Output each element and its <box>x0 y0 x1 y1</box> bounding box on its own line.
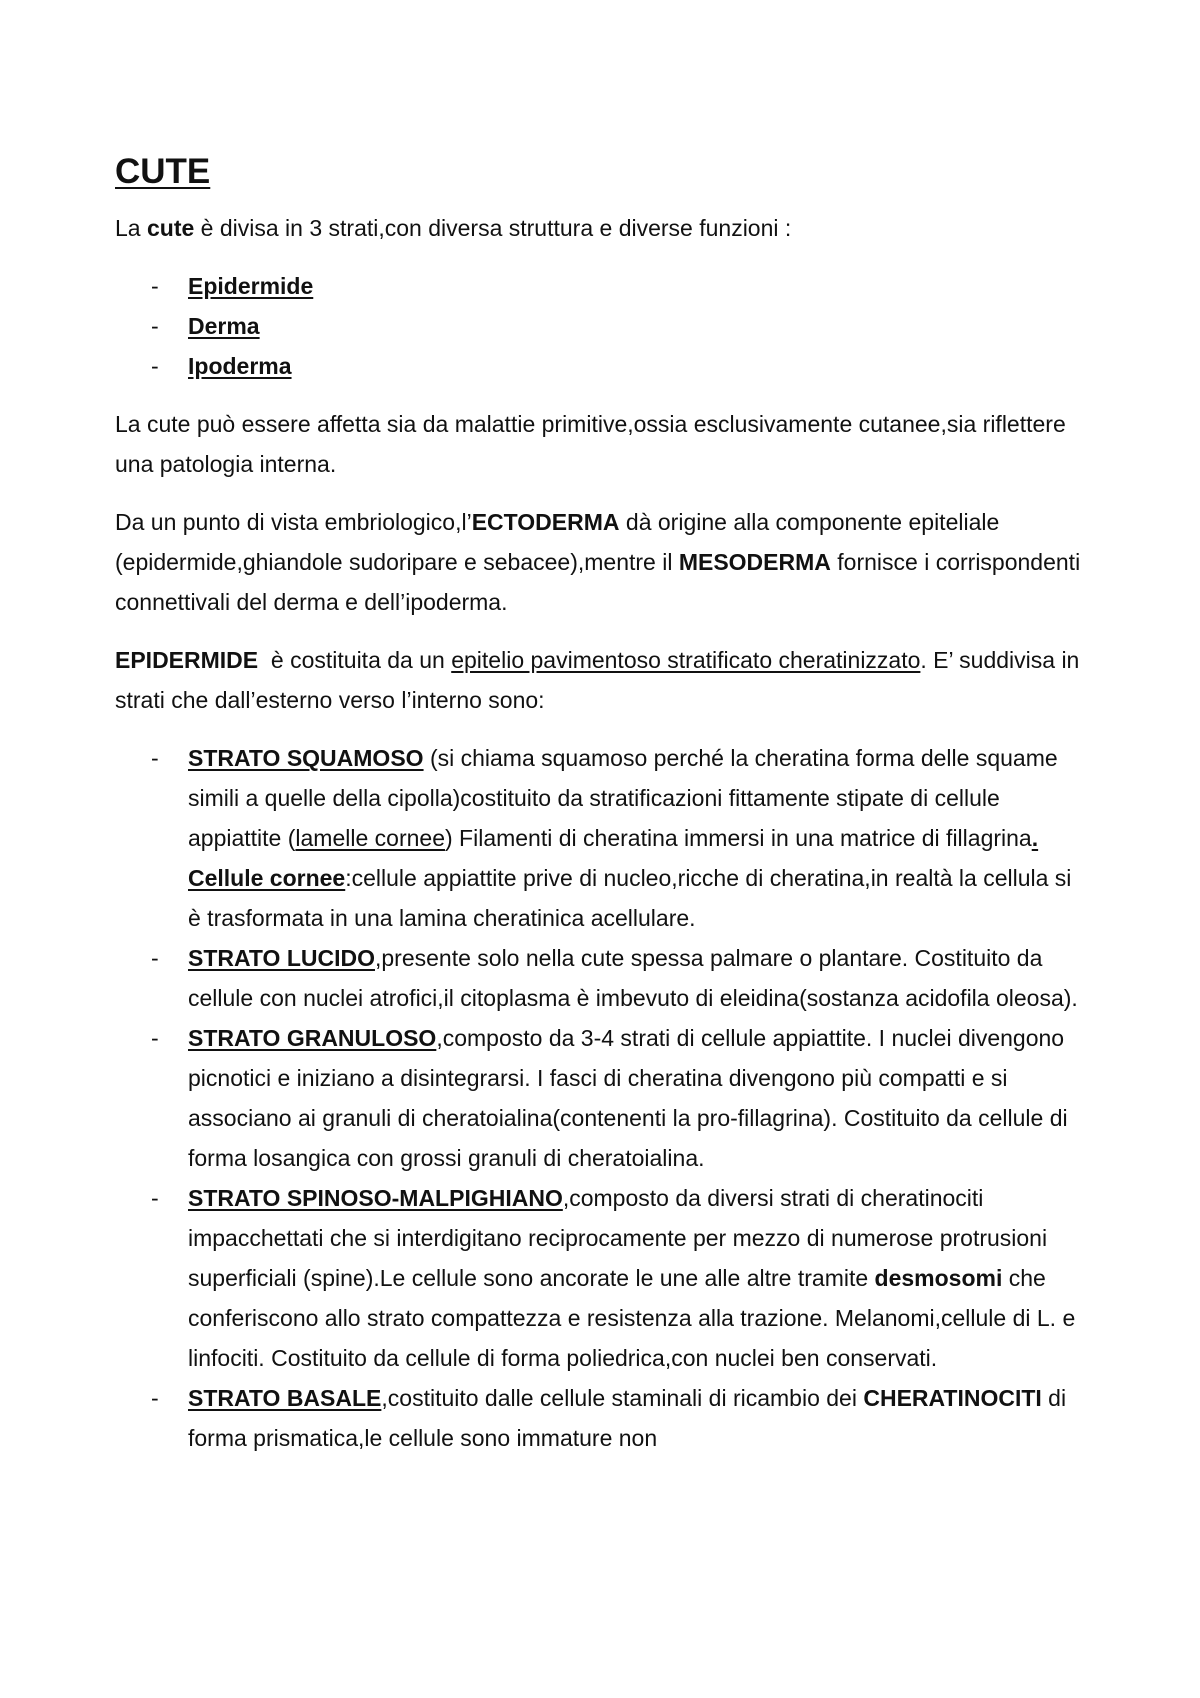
mesoderma-term: MESODERMA <box>678 549 831 575</box>
epithelium-underlined: epitelio pavimentoso stratificato cheratinizzato <box>451 647 921 673</box>
stratum-text: ,presente solo nella cute spessa palmare o plantare. Costituito da cellule con nuclei atrofici,il citoplasma è imbevuto di eleidina(sostanza acidofila oleosa). <box>188 945 1078 1011</box>
list-item-ipoderma <box>115 346 1090 386</box>
stratum-name: STRATO LUCIDO <box>188 945 375 971</box>
intro-bold-term: cute <box>146 215 195 241</box>
strata-list <box>115 738 1090 1458</box>
list-item-epidermide <box>115 266 1090 306</box>
stratum-name: STRATO SPINOSO-MALPIGHIANO <box>188 1185 563 1211</box>
dash-bullet: - <box>151 353 159 379</box>
page-title: CUTE <box>115 152 211 191</box>
layer-label: Ipoderma <box>188 353 292 379</box>
stratum-name: STRATO SQUAMOSO <box>188 745 424 771</box>
epidermis-text: è costituita da un <box>258 647 452 673</box>
stratum-text: ,costituito dalle cellule staminali di ricambio dei <box>381 1385 864 1411</box>
cheratinociti-term: CHERATINOCITI <box>863 1385 1042 1411</box>
epidermis-paragraph <box>115 640 1090 720</box>
diseases-paragraph: La cute può essere affetta sia da malattie primitive,ossia esclusivamente cutanee,sia riflettere una patologia interna. <box>115 411 1066 477</box>
epidermide-term: EPIDERMIDE <box>115 647 259 673</box>
stratum-text: (si chiama squamoso perché la cheratina forma delle squame simili a quelle della cipolla)costituito da stratificazioni fittamente stipate di cellule appiattite ( <box>188 745 1058 851</box>
stratum-text: che conferiscono allo strato compattezza e resistenza alla trazione. Melanomi,cellule di L. e linfociti. Costituito da cellule di forma poliedrica,con nuclei ben conservati. <box>188 1265 1076 1371</box>
lamelle-underlined: lamelle cornee <box>295 825 445 851</box>
desmosomi-term: desmosomi <box>874 1265 1003 1291</box>
list-item-strato-basale <box>115 1378 1090 1458</box>
embryo-text: fornisce i corrispondenti connettivali del derma e dell’ipoderma. <box>115 549 1081 615</box>
stratum-name: STRATO GRANULOSO <box>188 1025 437 1051</box>
embryo-text: dà origine alla componente epiteliale (epidermide,ghiandole sudoripare e sebacee),mentre il <box>115 509 1000 575</box>
list-item-strato-squamoso <box>115 738 1090 938</box>
list-item-strato-spinoso <box>115 1178 1090 1378</box>
cellule-cornee-term: . Cellule cornee <box>188 825 1039 891</box>
ectoderma-term: ECTODERMA <box>471 509 620 535</box>
intro-text: La <box>115 215 147 241</box>
stratum-text: :cellule appiattite prive di nucleo,ricche di cheratina,in realtà la cellula si è trasformata in una lamina cheratinica acellulare. <box>188 865 1072 931</box>
list-item-strato-lucido <box>115 938 1090 1018</box>
layer-label: Epidermide <box>188 273 314 299</box>
embryology-paragraph <box>115 502 1090 622</box>
dash-bullet: - <box>151 273 159 299</box>
layers-list <box>115 266 1090 386</box>
stratum-text: ,composto da diversi strati di cheratinociti impacchettati che si interdigitano reciprocamente per mezzo di numerose protrusioni superficiali (spine).Le cellule sono ancorate le une alle altre tramite <box>188 1185 1048 1291</box>
dash-bullet: - <box>151 313 159 339</box>
stratum-name: STRATO BASALE <box>188 1385 382 1411</box>
list-item-strato-granuloso <box>115 1018 1090 1178</box>
epidermis-text: . E’ suddivisa in strati che dall’esterno verso l’interno sono: <box>115 647 1080 713</box>
stratum-text: di forma prismatica,le cellule sono immature non <box>188 1385 1067 1451</box>
dash-bullet: - <box>151 1185 159 1211</box>
dash-bullet: - <box>151 745 159 771</box>
list-item-derma <box>115 306 1090 346</box>
dash-bullet: - <box>151 1025 159 1051</box>
intro-text-rest: è divisa in 3 strati,con diversa struttura e diverse funzioni : <box>194 215 792 241</box>
stratum-text: ) Filamenti di cheratina immersi in una matrice di fillagrina <box>445 825 1032 851</box>
stratum-text: ,composto da 3-4 strati di cellule appiattite. I nuclei divengono picnotici e iniziano a disintegrarsi. I fasci di cheratina divengono più compatti e si associano ai granuli di cheratoialina(contenenti la pro-fillagrina). Costituito da cellule di forma losangica con grossi granuli di cheratoialina. <box>188 1025 1068 1171</box>
layer-label: Derma <box>188 313 260 339</box>
embryo-text: Da un punto di vista embriologico,l’ <box>115 509 472 535</box>
dash-bullet: - <box>151 945 159 971</box>
dash-bullet: - <box>151 1385 159 1411</box>
intro-paragraph <box>115 208 1090 248</box>
